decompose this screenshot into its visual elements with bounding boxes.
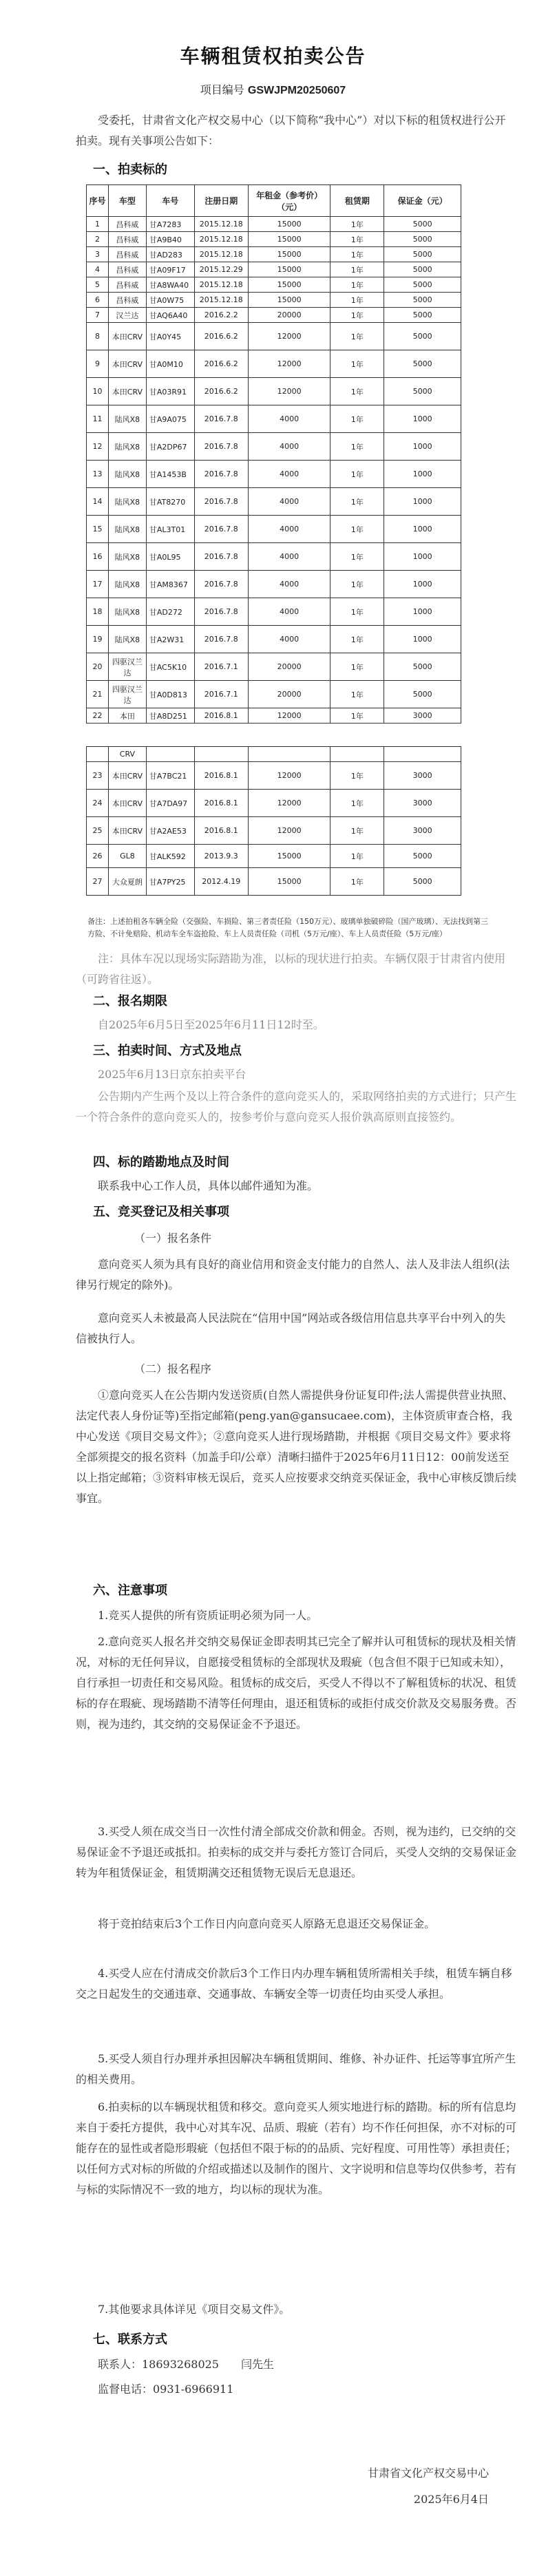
cell-term: 1年 <box>330 405 384 433</box>
cell-rent: 12000 <box>248 323 330 350</box>
cell-reg-date: 2015.12.18 <box>194 247 248 262</box>
project-number <box>0 81 546 97</box>
table-row <box>87 681 461 708</box>
cell-index: 21 <box>87 681 109 708</box>
contact-person: 联系人：18693268025 闫先生 <box>98 2358 274 2371</box>
cell-reg-date: 2015.12.29 <box>194 262 248 277</box>
cell-deposit: 1000 <box>384 461 461 488</box>
cell-plate: 甘AD272 <box>146 598 194 626</box>
cell-rent: 15000 <box>248 262 330 277</box>
table-header-model: 车型 <box>108 185 146 217</box>
table-header-term: 租赁期 <box>330 185 384 217</box>
cell-index: 8 <box>87 323 109 350</box>
cell-deposit: 1000 <box>384 516 461 543</box>
cell-reg-date: 2016.7.8 <box>194 571 248 598</box>
cell-rent: 15000 <box>248 868 330 896</box>
cell-deposit: 1000 <box>384 433 461 461</box>
cell-index: 15 <box>87 516 109 543</box>
notice-6: 6.拍卖标的以车辆现状租赁和移交。意向竞买人须实地进行标的踏勘。标的所有信息均来自于委托方提供，我中心对其车况、品质、瑕疵（若有）均不作任何担保，亦不对标的可能存在的显性或者隐形瑕疵（包括但不限于标的的品质、完好程度、可用性等）承担责任；以任何方式对标的所做的介绍或描述以及制作的图片、文字说明和信息等均仅供参考，若有与标的实际情况不一致的地方，均以标的现状为准。 <box>76 2100 517 2196</box>
cell-plate: 甘A09F17 <box>146 262 194 277</box>
cell-reg-date: 2016.8.1 <box>194 817 248 845</box>
cell-rent: 15000 <box>248 277 330 293</box>
cell-deposit: 3000 <box>384 708 461 724</box>
cell-reg-date: 2016.7.8 <box>194 516 248 543</box>
section-heading-4: 四、标的踏勘地点及时间 <box>93 1155 229 1170</box>
cell-index: 12 <box>87 433 109 461</box>
cell-model: 陆风X8 <box>108 516 146 543</box>
table-row <box>87 747 461 762</box>
table-row <box>87 293 461 308</box>
cell-plate: 甘A0M10 <box>146 350 194 378</box>
notice-3: 3.买受人须在成交当日一次性付清全部成交价款和佣金。否则，视为违约，已交纳的交易保证金不予退还或抵扣。拍卖标的成交并与委托方签订合同后，买受人交纳的交易保证金转为年租赁保证金，租赁期满交还租赁物无误后无息退还。 <box>76 1825 517 1879</box>
cell-deposit <box>384 747 461 762</box>
cell-plate: 甘A0W75 <box>146 293 194 308</box>
cell-rent: 4000 <box>248 571 330 598</box>
cell-term: 1年 <box>330 232 384 247</box>
cell-rent: 4000 <box>248 461 330 488</box>
cell-deposit: 5000 <box>384 845 461 868</box>
cell-index <box>87 747 109 762</box>
cell-plate: 甘A2W31 <box>146 626 194 653</box>
cell-term: 1年 <box>330 790 384 817</box>
cell-reg-date: 2012.4.19 <box>194 868 248 896</box>
supervision-phone: 监督电话：0931-6966911 <box>98 2383 234 2396</box>
cell-term: 1年 <box>330 845 384 868</box>
cell-reg-date: 2016.7.8 <box>194 626 248 653</box>
cell-rent: 15000 <box>248 845 330 868</box>
cell-reg-date: 2015.12.18 <box>194 217 248 232</box>
section-heading-7: 七、联系方式 <box>93 2332 167 2347</box>
cell-index: 22 <box>87 708 109 724</box>
table-remark: 备注：上述拍租各车辆全险（交强险、车损险、第三者责任险（150万元）、玻璃单独破碎险（国产玻璃）、无法找到第三方险、不计免赔险、机动车全车盗抢险、车上人员责任险（司机（5万元/座）、车上人员责任险（5万元/座） <box>87 917 488 938</box>
cell-rent: 15000 <box>248 232 330 247</box>
vehicle-table-part-2 <box>86 746 461 896</box>
cell-index: 13 <box>87 461 109 488</box>
cell-model: 汉兰达 <box>108 308 146 323</box>
cell-deposit: 5000 <box>384 350 461 378</box>
cell-index: 18 <box>87 598 109 626</box>
cell-rent: 4000 <box>248 488 330 516</box>
table-row <box>87 845 461 868</box>
cell-rent: 12000 <box>248 350 330 378</box>
intro-paragraph: 受委托，甘肃省文化产权交易中心（以下简称“我中心”）对以下标的租赁权进行公开拍卖。现有关事项公告如下： <box>76 114 506 147</box>
cell-model: 昌科威 <box>108 247 146 262</box>
cell-model: 昌科威 <box>108 217 146 232</box>
cell-rent: 20000 <box>248 681 330 708</box>
table-row <box>87 217 461 232</box>
cell-term: 1年 <box>330 217 384 232</box>
cell-plate: 甘A8WA40 <box>146 277 194 293</box>
section-heading-2: 二、报名期限 <box>93 994 167 1009</box>
cell-term: 1年 <box>330 571 384 598</box>
table-row <box>87 405 461 433</box>
table-header-plate: 车号 <box>146 185 194 217</box>
cell-model: 本田CRV <box>108 817 146 845</box>
cell-model: 陆风X8 <box>108 571 146 598</box>
cell-reg-date: 2015.12.18 <box>194 293 248 308</box>
notice-1: 1.竞买人提供的所有资质证明必须为同一人。 <box>98 1609 318 1622</box>
cell-model: 陆风X8 <box>108 461 146 488</box>
cell-index: 16 <box>87 543 109 571</box>
cell-term: 1年 <box>330 653 384 681</box>
cell-reg-date: 2016.7.8 <box>194 598 248 626</box>
cell-plate: 甘AT8270 <box>146 488 194 516</box>
table-row <box>87 433 461 461</box>
project-number-value: GSWJPM20250607 <box>247 85 346 96</box>
cell-model: 本田 <box>108 708 146 724</box>
cell-rent: 15000 <box>248 247 330 262</box>
cell-rent: 15000 <box>248 217 330 232</box>
cell-deposit: 5000 <box>384 262 461 277</box>
cell-reg-date: 2016.7.8 <box>194 488 248 516</box>
cell-index: 26 <box>87 845 109 868</box>
cell-term: 1年 <box>330 277 384 293</box>
section-heading-3: 三、拍卖时间、方式及地点 <box>93 1044 242 1058</box>
cell-term: 1年 <box>330 433 384 461</box>
cell-term: 1年 <box>330 516 384 543</box>
issuer-organization: 甘肃省文化产权交易中心 <box>367 2467 489 2480</box>
table-row <box>87 817 461 845</box>
cell-rent: 20000 <box>248 308 330 323</box>
cell-reg-date: 2015.12.18 <box>194 277 248 293</box>
cell-index: 14 <box>87 488 109 516</box>
procedure-text: ①意向竞买人在公告期内发送资质(自然人需提供身份证复印件;法人需提供营业执照、法定代表人身份证等)至指定邮箱(peng.yan@gansucaee.com)，主体资质审查合格，我中心发送《项目交易文件》；②意向竞买人进行现场踏勘，并根据《项目交易文件》要求将全部须提交的报名资料（加盖手印/公章）清晰扫描件于2025年6月11日12：00前发送至以上指定邮箱；③资料审核无误后，竞买人应按要求交纳竞买保证金，我中心审核反馈后续事宜。 <box>76 1389 517 1505</box>
cell-index: 10 <box>87 378 109 405</box>
cell-model: 陆风X8 <box>108 626 146 653</box>
cell-deposit: 3000 <box>384 762 461 790</box>
table-row <box>87 516 461 543</box>
cell-plate: 甘A8D251 <box>146 708 194 724</box>
table-row <box>87 323 461 350</box>
cell-index: 7 <box>87 308 109 323</box>
cell-plate: 甘A2AE53 <box>146 817 194 845</box>
cell-deposit: 3000 <box>384 817 461 845</box>
section-heading-5: 五、竞买登记及相关事项 <box>93 1205 229 1219</box>
cell-rent: 4000 <box>248 626 330 653</box>
table-row <box>87 571 461 598</box>
subheading-procedure: （二）报名程序 <box>134 1362 212 1375</box>
cell-rent: 12000 <box>248 378 330 405</box>
cell-term: 1年 <box>330 681 384 708</box>
table-row <box>87 232 461 247</box>
cell-index: 2 <box>87 232 109 247</box>
cell-model: 昌科威 <box>108 277 146 293</box>
cell-deposit: 5000 <box>384 217 461 232</box>
cell-index: 19 <box>87 626 109 653</box>
cell-index: 4 <box>87 262 109 277</box>
cell-deposit: 5000 <box>384 232 461 247</box>
cell-plate: 甘A2DP67 <box>146 433 194 461</box>
cell-plate: 甘A7BC21 <box>146 762 194 790</box>
table-row <box>87 350 461 378</box>
cell-plate: 甘ALK592 <box>146 845 194 868</box>
table-header-index: 序号 <box>87 185 109 217</box>
cell-rent: 4000 <box>248 433 330 461</box>
table-row <box>87 378 461 405</box>
cell-plate: 甘A9A075 <box>146 405 194 433</box>
cell-reg-date: 2016.7.1 <box>194 681 248 708</box>
cell-deposit: 1000 <box>384 571 461 598</box>
cell-deposit: 1000 <box>384 626 461 653</box>
notice-4: 4.买受人应在付清成交价款后3个工作日内办理车辆租赁所需相关手续，租赁车辆自移交之日起发生的交通违章、交通事故、车辆安全等一切责任均由买受人承担。 <box>76 1967 512 2000</box>
cell-reg-date: 2016.7.8 <box>194 405 248 433</box>
cell-plate: 甘AC5K10 <box>146 653 194 681</box>
cell-term: 1年 <box>330 293 384 308</box>
cell-plate <box>146 747 194 762</box>
cell-deposit: 5000 <box>384 653 461 681</box>
cell-reg-date: 2016.2.2 <box>194 308 248 323</box>
table-row <box>87 653 461 681</box>
cell-plate: 甘A03R91 <box>146 378 194 405</box>
cell-model: 本田CRV <box>108 762 146 790</box>
cell-reg-date: 2016.8.1 <box>194 762 248 790</box>
cell-model: 昌科威 <box>108 293 146 308</box>
cell-plate: 甘A7DA97 <box>146 790 194 817</box>
cell-term: 1年 <box>330 378 384 405</box>
cell-rent: 12000 <box>248 762 330 790</box>
cell-rent: 4000 <box>248 516 330 543</box>
table-row <box>87 598 461 626</box>
cell-reg-date: 2016.7.1 <box>194 653 248 681</box>
cell-index: 1 <box>87 217 109 232</box>
auction-time: 2025年6月13日京东拍卖平台 <box>98 1068 246 1081</box>
cell-plate: 甘AQ6A40 <box>146 308 194 323</box>
cell-model: GL8 <box>108 845 146 868</box>
cell-deposit: 5000 <box>384 247 461 262</box>
cell-model: 本田CRV <box>108 790 146 817</box>
table-row <box>87 461 461 488</box>
table-row <box>87 262 461 277</box>
cell-plate: 甘A0Y45 <box>146 323 194 350</box>
cell-model: 本田CRV <box>108 378 146 405</box>
notice-7: 7.其他要求具体详见《项目交易文件》。 <box>98 2303 291 2316</box>
cell-model: 陆风X8 <box>108 543 146 571</box>
cell-reg-date: 2016.6.2 <box>194 323 248 350</box>
project-number-label: 项目编号 <box>200 83 244 96</box>
cell-plate: 甘AD283 <box>146 247 194 262</box>
table-row <box>87 708 461 724</box>
cell-term: 1年 <box>330 868 384 896</box>
table-header-deposit: 保证金（元） <box>384 185 461 217</box>
condition-2: 意向竞买人未被最高人民法院在“信用中国”网站或各级信用信息共享平台中列入的失信被执行人。 <box>76 1311 506 1345</box>
cell-term: 1年 <box>330 762 384 790</box>
cell-rent: 15000 <box>248 293 330 308</box>
table-row <box>87 868 461 896</box>
cell-term: 1年 <box>330 543 384 571</box>
cell-term: 1年 <box>330 488 384 516</box>
cell-model: 陆风X8 <box>108 488 146 516</box>
cell-plate: 甘AL3T01 <box>146 516 194 543</box>
cell-index: 6 <box>87 293 109 308</box>
cell-deposit: 5000 <box>384 293 461 308</box>
cell-deposit: 1000 <box>384 543 461 571</box>
cell-reg-date: 2016.7.8 <box>194 543 248 571</box>
auction-method: 公告期内产生两个及以上符合条件的意向竞买人的，采取网络拍卖的方式进行；只产生一个符合条件的意向竞买人的，按参考价与意向竞买人报价孰高原则直接签约。 <box>76 1090 517 1123</box>
cell-reg-date <box>194 747 248 762</box>
cell-model: 本田CRV <box>108 323 146 350</box>
cell-term: 1年 <box>330 262 384 277</box>
cell-plate: 甘A1453B <box>146 461 194 488</box>
cell-model: 大众夏朗 <box>108 868 146 896</box>
cell-index: 9 <box>87 350 109 378</box>
cell-model: 四驱汉兰达 <box>108 681 146 708</box>
cell-deposit: 5000 <box>384 681 461 708</box>
cell-model: 四驱汉兰达 <box>108 653 146 681</box>
cell-term: 1年 <box>330 461 384 488</box>
table-row <box>87 277 461 293</box>
cell-rent <box>248 747 330 762</box>
table-row <box>87 247 461 262</box>
cell-plate: 甘A9B40 <box>146 232 194 247</box>
cell-rent: 12000 <box>248 790 330 817</box>
cell-reg-date: 2015.12.18 <box>194 232 248 247</box>
cell-plate: 甘A0D813 <box>146 681 194 708</box>
cell-deposit: 1000 <box>384 405 461 433</box>
cell-reg-date: 2016.8.1 <box>194 790 248 817</box>
cell-model: 昌科威 <box>108 262 146 277</box>
cell-reg-date: 2016.6.2 <box>194 350 248 378</box>
section-heading-6: 六、注意事项 <box>93 1583 167 1598</box>
cell-index: 5 <box>87 277 109 293</box>
table-row <box>87 488 461 516</box>
cell-deposit: 5000 <box>384 868 461 896</box>
table-row <box>87 543 461 571</box>
table-row <box>87 790 461 817</box>
cell-term: 1年 <box>330 598 384 626</box>
notice-3-continued: 将于竞拍结束后3个工作日内向意向竞买人原路无息退还交易保证金。 <box>98 1917 436 1930</box>
vehicle-condition-note: 注：具体车况以现场实际踏勘为准，以标的现状进行拍卖。车辆仅限于甘肃省内使用（可跨省往返）。 <box>76 952 506 986</box>
table-header-rent: 年租金（参考价）（元） <box>248 185 330 217</box>
cell-index: 27 <box>87 868 109 896</box>
cell-model: 陆风X8 <box>108 405 146 433</box>
cell-rent: 4000 <box>248 543 330 571</box>
cell-deposit: 1000 <box>384 598 461 626</box>
notice-2: 2.意向竞买人报名并交纳交易保证金即表明其已完全了解并认可租赁标的现状及相关情况，对标的无任何异议，自愿接受租赁标的全部现状及瑕疵（包含但不限于已知或未知），自行承担一切责任和交易风险。租赁标的成交后，买受人不得以不了解租赁标的状况、租赁标的存在瑕疵、现场踏勘不清等任何理由，退还租赁标的或拒付成交价款及交易服务费。否则，视为违约，其交纳的交易保证金不予退还。 <box>76 1635 517 1731</box>
table-row <box>87 626 461 653</box>
cell-reg-date: 2016.8.1 <box>194 708 248 724</box>
cell-index: 23 <box>87 762 109 790</box>
cell-deposit: 5000 <box>384 323 461 350</box>
cell-index: 17 <box>87 571 109 598</box>
table-row <box>87 762 461 790</box>
cell-deposit: 5000 <box>384 308 461 323</box>
vehicle-table-part-1 <box>86 184 461 724</box>
table-header-reg-date: 注册日期 <box>194 185 248 217</box>
cell-deposit: 3000 <box>384 790 461 817</box>
cell-term: 1年 <box>330 323 384 350</box>
cell-rent: 4000 <box>248 598 330 626</box>
cell-reg-date: 2016.6.2 <box>194 378 248 405</box>
issue-date: 2025年6月4日 <box>413 2493 489 2506</box>
subheading-conditions: （一）报名条件 <box>134 1232 212 1245</box>
cell-model: 陆风X8 <box>108 598 146 626</box>
cell-reg-date: 2016.7.8 <box>194 433 248 461</box>
survey-info: 联系我中心工作人员，具体以邮件通知为准。 <box>98 1179 319 1192</box>
section-heading-1: 一、拍卖标的 <box>93 162 167 177</box>
cell-index: 11 <box>87 405 109 433</box>
cell-rent: 4000 <box>248 405 330 433</box>
condition-1: 意向竞买人须为具有良好的商业信用和资金支付能力的自然人、法人及非法人组织(法律另行规定的除外)。 <box>76 1258 510 1291</box>
cell-deposit: 5000 <box>384 378 461 405</box>
cell-term: 1年 <box>330 708 384 724</box>
cell-rent: 12000 <box>248 708 330 724</box>
cell-plate: 甘AM8367 <box>146 571 194 598</box>
cell-term: 1年 <box>330 817 384 845</box>
cell-model: 昌科威 <box>108 232 146 247</box>
cell-plate: 甘A7PY25 <box>146 868 194 896</box>
cell-model: 本田CRV <box>108 350 146 378</box>
cell-index: 24 <box>87 790 109 817</box>
table-row <box>87 308 461 323</box>
cell-index: 20 <box>87 653 109 681</box>
cell-deposit: 5000 <box>384 277 461 293</box>
cell-plate: 甘A0L95 <box>146 543 194 571</box>
cell-deposit: 1000 <box>384 488 461 516</box>
cell-model: 陆风X8 <box>108 433 146 461</box>
cell-reg-date: 2013.9.3 <box>194 845 248 868</box>
cell-term: 1年 <box>330 308 384 323</box>
cell-term: 1年 <box>330 247 384 262</box>
cell-term: 1年 <box>330 626 384 653</box>
cell-plate: 甘A7283 <box>146 217 194 232</box>
registration-period: 自2025年6月5日至2025年6月11日12时至。 <box>98 1018 324 1031</box>
notice-5: 5.买受人须自行办理并承担因解决车辆租赁期间、维修、补办证件、托运等事宜所产生的相关费用。 <box>76 2052 516 2086</box>
cell-rent: 12000 <box>248 817 330 845</box>
cell-index: 3 <box>87 247 109 262</box>
cell-term <box>330 747 384 762</box>
cell-term: 1年 <box>330 350 384 378</box>
cell-rent: 20000 <box>248 653 330 681</box>
cell-reg-date: 2016.7.8 <box>194 461 248 488</box>
page-title: 车辆租赁权拍卖公告 <box>180 45 366 67</box>
cell-index: 25 <box>87 817 109 845</box>
cell-model: CRV <box>108 747 146 762</box>
